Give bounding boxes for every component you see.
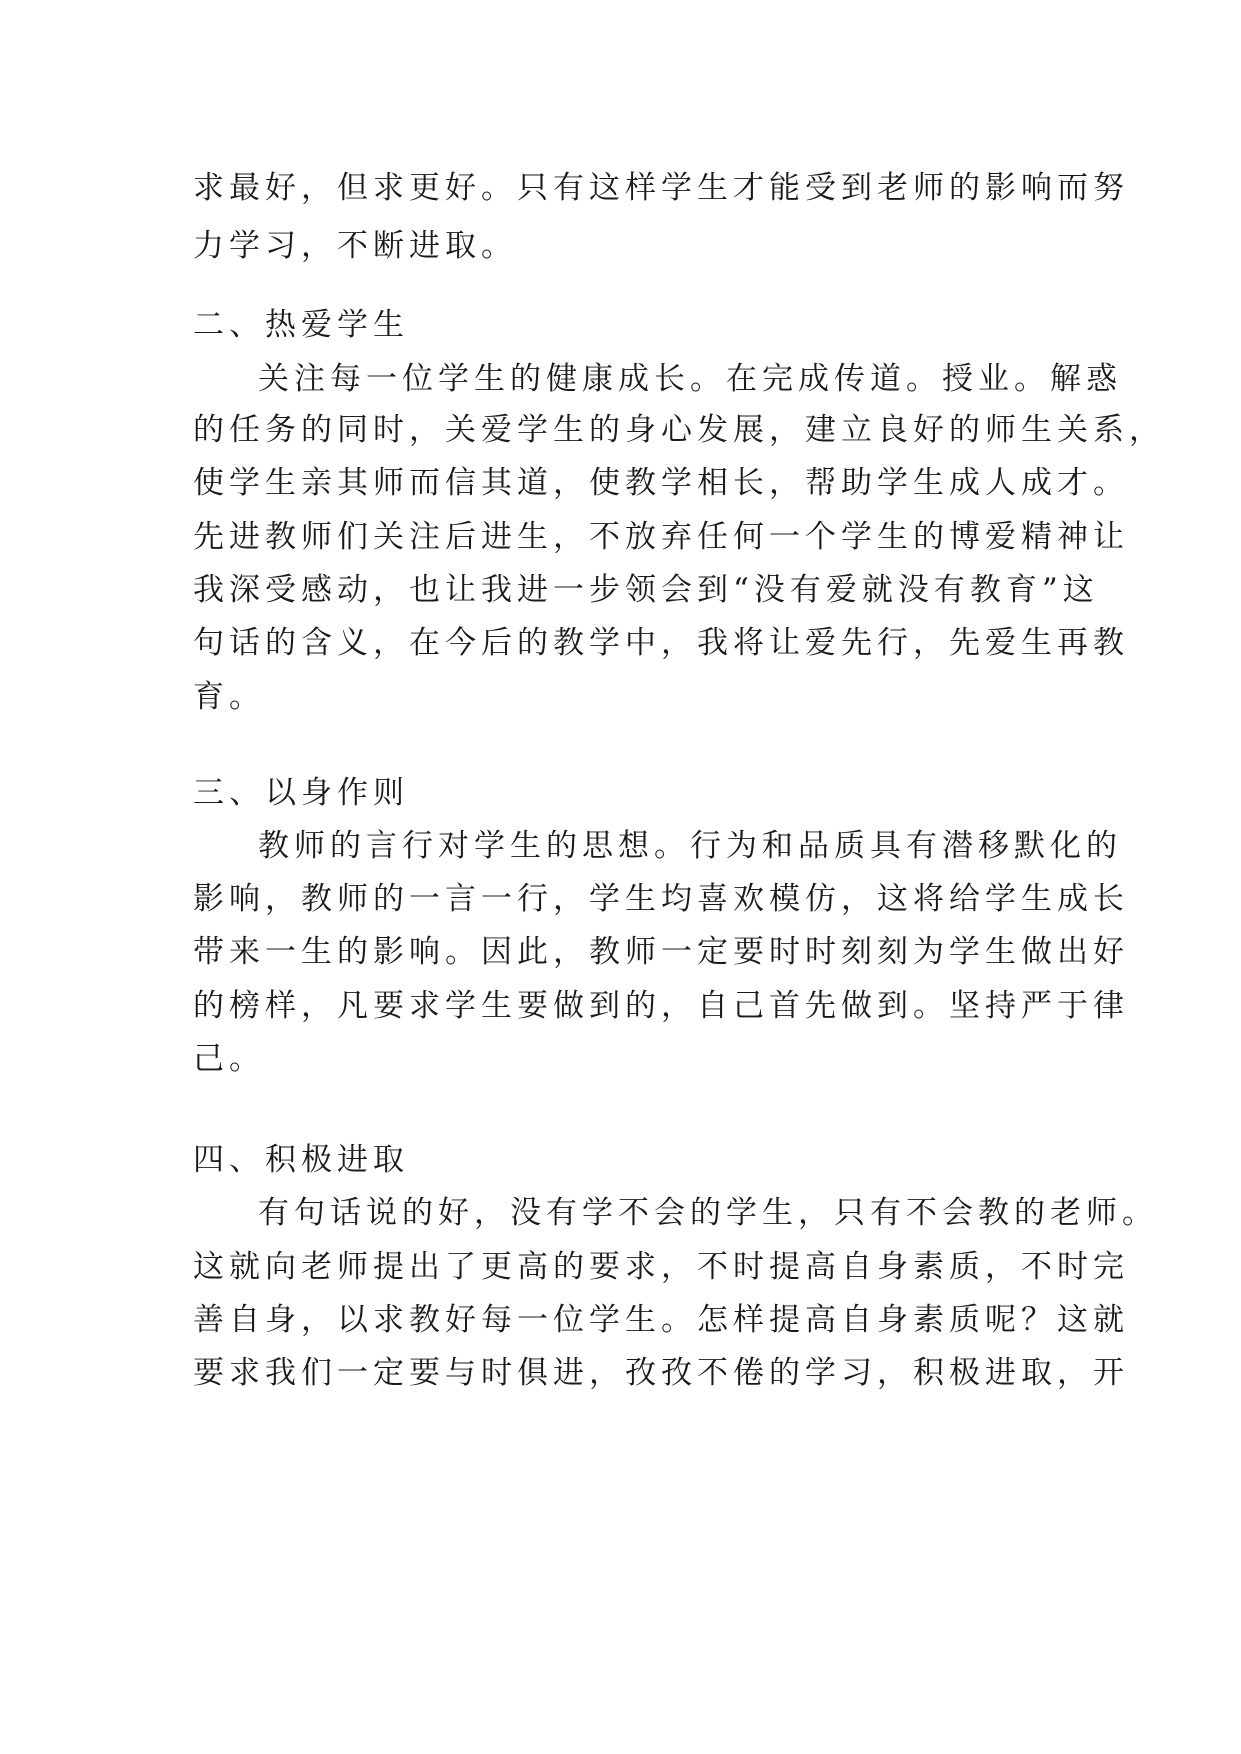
section-4-line-3: 善自身，以求教好每一位学生。怎样提高自身素质呢？这就	[193, 1302, 1129, 1338]
section-3-line-5: 己。	[193, 1041, 265, 1077]
section-2-line-6: 句话的含义，在今后的教学中，我将让爱先行，先爱生再教	[193, 625, 1129, 661]
section-2-line-2: 的任务的同时，关爱学生的身心发展，建立良好的师生关系，	[193, 412, 1165, 448]
section-4-line-4: 要求我们一定要与时俱进，孜孜不倦的学习，积极进取，开	[193, 1355, 1129, 1391]
intro-line-2: 力学习，不断进取。	[193, 228, 517, 264]
section-3-line-4: 的榜样，凡要求学生要做到的，自己首先做到。坚持严于律	[193, 988, 1129, 1024]
section-2-line-5: 我深受感动，也让我进一步领会到“没有爱就没有教育”这	[193, 572, 1099, 608]
section-heading-2: 二、热爱学生	[193, 307, 409, 343]
section-3-line-2: 影响，教师的一言一行，学生均喜欢模仿，这将给学生成长	[193, 881, 1129, 917]
section-3-line-3: 带来一生的影响。因此，教师一定要时时刻刻为学生做出好	[193, 934, 1129, 970]
section-heading-4: 四、积极进取	[193, 1142, 409, 1178]
section-2-line-3: 使学生亲其师而信其道，使教学相长，帮助学生成人成才。	[193, 465, 1129, 501]
section-2-line-1: 关注每一位学生的健康成长。在完成传道。授业。解惑	[258, 361, 1122, 397]
section-2-line-7: 育。	[193, 679, 265, 715]
section-4-line-1: 有句话说的好，没有学不会的学生，只有不会教的老师。	[258, 1195, 1158, 1231]
section-3-line-1: 教师的言行对学生的思想。行为和品质具有潜移默化的	[258, 828, 1122, 864]
section-2-line-4: 先进教师们关注后进生，不放弃任何一个学生的博爱精神让	[193, 519, 1129, 555]
section-heading-3: 三、以身作则	[193, 775, 409, 811]
intro-line-1: 求最好，但求更好。只有这样学生才能受到老师的影响而努	[193, 170, 1129, 206]
section-4-line-2: 这就向老师提出了更高的要求，不时提高自身素质，不时完	[193, 1249, 1129, 1285]
